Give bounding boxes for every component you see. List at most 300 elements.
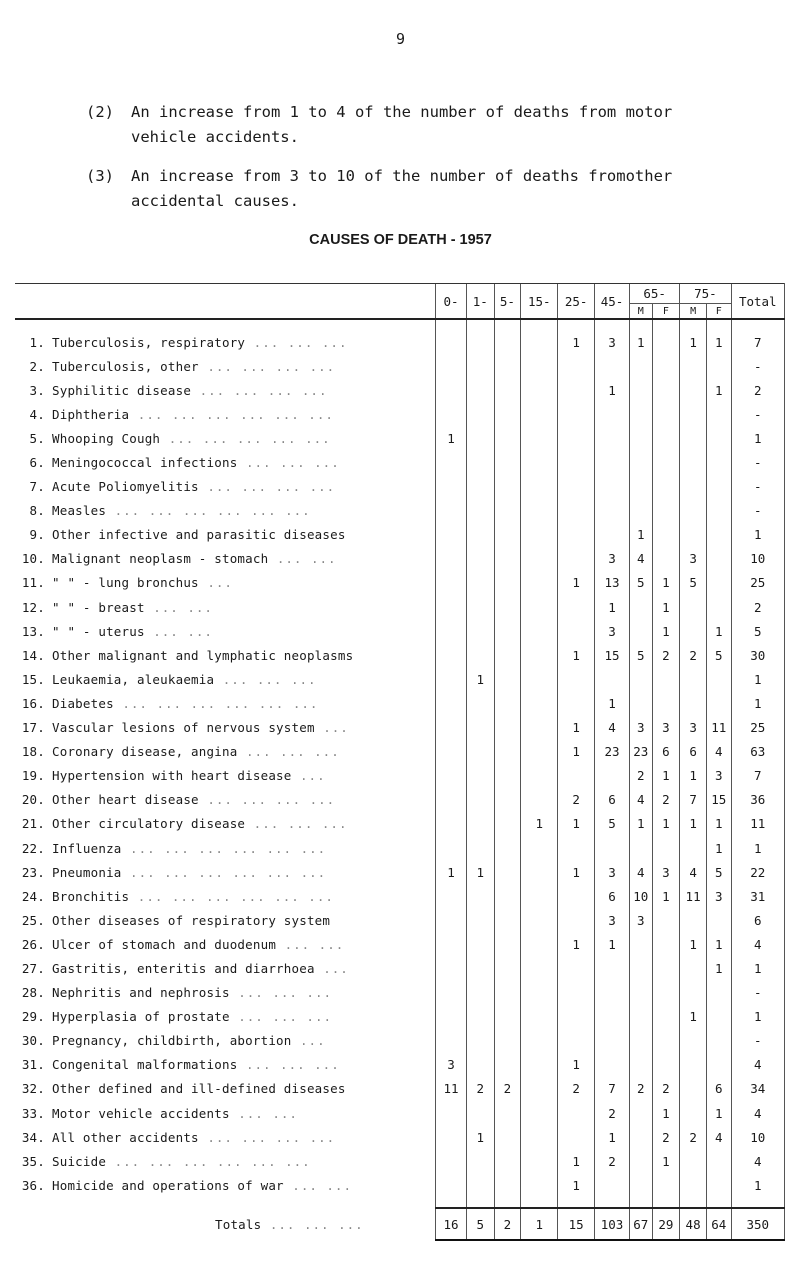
count-cell	[558, 836, 595, 860]
row-number: 6.	[29, 455, 45, 471]
header-age-5: 5-	[494, 284, 521, 320]
table-row	[15, 619, 785, 643]
table-row	[15, 475, 785, 499]
leader-dots: ... ...	[144, 623, 213, 639]
count-cell	[521, 1029, 558, 1053]
count-cell	[706, 1053, 731, 1077]
count-cell	[521, 860, 558, 884]
leader-dots: ... ... ...	[237, 744, 340, 760]
table-row	[15, 1029, 785, 1053]
count-cell	[466, 571, 494, 595]
count-cell	[494, 330, 521, 354]
row-number: 11.	[21, 575, 45, 591]
total-cell: 6	[731, 908, 784, 932]
cause-label: Meningococcal infections	[52, 455, 238, 471]
count-cell: 23	[629, 740, 652, 764]
count-cell	[436, 402, 467, 426]
total-cell: -	[731, 475, 784, 499]
count-cell	[521, 764, 558, 788]
count-cell: 4	[629, 547, 652, 571]
count-cell	[436, 595, 467, 619]
leader-dots: ... ... ... ... ... ...	[121, 840, 327, 856]
count-cell	[706, 667, 731, 691]
cause-cell	[15, 884, 436, 908]
table-row	[15, 1125, 785, 1149]
count-cell	[466, 378, 494, 402]
count-cell	[466, 932, 494, 956]
count-cell: 2	[652, 788, 680, 812]
count-cell	[521, 691, 558, 715]
leader-dots: ... ... ... ... ... ...	[113, 695, 319, 711]
count-cell	[629, 981, 652, 1005]
count-cell	[652, 450, 680, 474]
count-cell	[629, 402, 652, 426]
leader-dots: ... ...	[268, 551, 337, 567]
row-number: 29.	[21, 1009, 45, 1025]
leader-dots: ... ... ... ... ... ...	[121, 864, 327, 880]
count-cell	[558, 1125, 595, 1149]
table-body	[15, 319, 785, 1240]
count-cell: 1	[629, 812, 652, 836]
count-cell	[680, 402, 707, 426]
count-cell	[494, 499, 521, 523]
row-number: 24.	[21, 888, 45, 904]
count-cell	[436, 1173, 467, 1197]
total-cell: 2	[731, 378, 784, 402]
table-row	[15, 1173, 785, 1197]
spacer-cell	[652, 1197, 680, 1208]
count-cell: 3	[629, 716, 652, 740]
table-row	[15, 354, 785, 378]
count-cell	[521, 378, 558, 402]
count-cell: 4	[706, 740, 731, 764]
count-cell	[595, 667, 630, 691]
count-cell: 1	[680, 764, 707, 788]
leader-dots: ...	[198, 575, 233, 591]
count-cell	[521, 354, 558, 378]
count-cell	[436, 884, 467, 908]
cause-cell	[15, 1077, 436, 1101]
count-cell	[436, 547, 467, 571]
count-cell	[706, 523, 731, 547]
count-cell: 1	[558, 860, 595, 884]
count-cell	[436, 378, 467, 402]
count-cell: 3	[595, 860, 630, 884]
count-cell	[466, 402, 494, 426]
total-count-cell: 64	[706, 1208, 731, 1240]
cause-cell	[15, 956, 436, 980]
row-number: 14.	[21, 647, 45, 663]
count-cell: 2	[466, 1077, 494, 1101]
table-title: CAUSES OF DEATH - 1957	[309, 232, 492, 248]
count-cell: 3	[595, 547, 630, 571]
table-row	[15, 812, 785, 836]
count-cell: 2	[652, 643, 680, 667]
cause-label: Congenital malformations	[52, 1057, 238, 1073]
count-cell	[629, 1101, 652, 1125]
cause-label: Homicide and operations of war	[52, 1177, 284, 1193]
total-count-cell: 5	[466, 1208, 494, 1240]
count-cell	[521, 716, 558, 740]
count-cell	[595, 1173, 630, 1197]
count-cell	[521, 402, 558, 426]
count-cell: 4	[629, 788, 652, 812]
table-row	[15, 981, 785, 1005]
count-cell	[680, 956, 707, 980]
count-cell: 3	[595, 908, 630, 932]
count-cell	[521, 595, 558, 619]
count-cell	[436, 667, 467, 691]
count-cell: 5	[680, 571, 707, 595]
count-cell	[521, 1005, 558, 1029]
count-cell	[494, 450, 521, 474]
table-row	[15, 667, 785, 691]
count-cell: 1	[629, 523, 652, 547]
cause-cell	[15, 426, 436, 450]
count-cell	[494, 475, 521, 499]
row-number: 19.	[21, 768, 45, 784]
table-row	[15, 1053, 785, 1077]
count-cell: 11	[436, 1077, 467, 1101]
count-cell	[494, 643, 521, 667]
count-cell	[521, 330, 558, 354]
spacer-cell	[731, 1197, 784, 1208]
total-cell: -	[731, 402, 784, 426]
count-cell	[494, 619, 521, 643]
count-cell: 1	[652, 812, 680, 836]
count-cell	[494, 426, 521, 450]
count-cell: 1	[680, 932, 707, 956]
count-cell	[466, 595, 494, 619]
count-cell	[521, 956, 558, 980]
count-cell	[558, 956, 595, 980]
total-cell: 25	[731, 716, 784, 740]
total-cell: 1	[731, 667, 784, 691]
count-cell	[558, 354, 595, 378]
total-cell: -	[731, 981, 784, 1005]
count-cell	[466, 691, 494, 715]
count-cell: 1	[558, 1149, 595, 1173]
table-row	[15, 1077, 785, 1101]
count-cell: 11	[680, 884, 707, 908]
count-cell: 1	[706, 932, 731, 956]
count-cell	[466, 426, 494, 450]
row-number: 8.	[29, 503, 45, 519]
count-cell	[521, 450, 558, 474]
total-cell: 4	[731, 1101, 784, 1125]
leader-dots: ... ... ...	[245, 816, 348, 832]
count-cell: 23	[595, 740, 630, 764]
count-cell	[521, 1077, 558, 1101]
count-cell	[436, 812, 467, 836]
total-count-cell: 67	[629, 1208, 652, 1240]
leader-dots: ... ...	[283, 1177, 352, 1193]
row-number: 23.	[21, 864, 45, 880]
count-cell	[558, 1005, 595, 1029]
total-cell: 4	[731, 1053, 784, 1077]
count-cell	[629, 932, 652, 956]
cause-label: Bronchitis	[52, 888, 130, 904]
count-cell	[595, 1005, 630, 1029]
count-cell	[494, 956, 521, 980]
count-cell	[558, 667, 595, 691]
cause-label: Other infective and parasitic diseases	[52, 527, 346, 543]
count-cell	[680, 378, 707, 402]
count-cell	[595, 836, 630, 860]
count-cell: 1	[652, 764, 680, 788]
count-cell: 3	[436, 1053, 467, 1077]
header-75-female: F	[706, 304, 731, 320]
table-row	[15, 402, 785, 426]
count-cell	[521, 884, 558, 908]
count-cell	[558, 547, 595, 571]
causes-of-death-table	[15, 283, 785, 1241]
count-cell	[494, 402, 521, 426]
spacer-cell	[680, 1197, 707, 1208]
count-cell: 1	[436, 426, 467, 450]
table-header	[15, 284, 785, 320]
leader-dots: ... ... ... ... ...	[160, 430, 331, 446]
count-cell: 3	[629, 908, 652, 932]
count-cell	[652, 981, 680, 1005]
count-cell	[680, 354, 707, 378]
count-cell	[436, 1101, 467, 1125]
table-row	[15, 330, 785, 354]
count-cell: 6	[680, 740, 707, 764]
count-cell	[521, 475, 558, 499]
header-age-75: 75-	[680, 284, 731, 304]
cause-cell	[15, 402, 436, 426]
leader-dots: ... ... ... ...	[198, 358, 336, 374]
spacer-cell	[466, 1197, 494, 1208]
count-cell	[680, 1149, 707, 1173]
cause-label: Hypertension with heart disease	[52, 768, 292, 784]
count-cell	[652, 956, 680, 980]
count-cell: 1	[466, 667, 494, 691]
count-cell	[652, 402, 680, 426]
total-cell: 63	[731, 740, 784, 764]
count-cell	[494, 764, 521, 788]
count-cell: 1	[558, 716, 595, 740]
table-row	[15, 643, 785, 667]
cause-cell	[15, 1125, 436, 1149]
spacer-cell	[494, 1197, 521, 1208]
count-cell	[494, 884, 521, 908]
count-cell	[652, 1005, 680, 1029]
count-cell	[521, 1149, 558, 1173]
count-cell	[652, 547, 680, 571]
count-cell	[652, 667, 680, 691]
count-cell	[466, 764, 494, 788]
row-number: 18.	[21, 744, 45, 760]
table-row	[15, 908, 785, 932]
count-cell: 6	[595, 884, 630, 908]
cause-cell	[15, 764, 436, 788]
count-cell	[436, 981, 467, 1005]
count-cell	[521, 667, 558, 691]
count-cell	[466, 740, 494, 764]
leader-dots: ...	[314, 720, 349, 736]
header-age-65: 65-	[629, 284, 679, 304]
count-cell	[629, 956, 652, 980]
cause-label: Vascular lesions of nervous system	[52, 720, 315, 736]
count-cell	[680, 981, 707, 1005]
cause-label: Measles	[52, 503, 107, 519]
table-row	[15, 1149, 785, 1173]
count-cell	[629, 1149, 652, 1173]
count-cell	[436, 1005, 467, 1029]
count-cell	[706, 981, 731, 1005]
count-cell	[521, 426, 558, 450]
count-cell	[436, 619, 467, 643]
row-number: 15.	[21, 671, 45, 687]
table-row	[15, 956, 785, 980]
count-cell	[521, 1101, 558, 1125]
table-row	[15, 1101, 785, 1125]
count-cell	[436, 956, 467, 980]
cause-cell	[15, 788, 436, 812]
count-cell: 1	[595, 378, 630, 402]
count-cell	[494, 1053, 521, 1077]
table-row	[15, 836, 785, 860]
count-cell: 1	[436, 860, 467, 884]
count-cell	[494, 836, 521, 860]
leader-dots: ... ... ...	[229, 985, 333, 1001]
total-count-cell: 2	[494, 1208, 521, 1240]
count-cell: 1	[706, 330, 731, 354]
cause-label: Diabetes	[52, 695, 114, 711]
count-cell: 6	[595, 788, 630, 812]
cause-label: Malignant neoplasm - stomach	[52, 551, 269, 567]
count-cell	[436, 643, 467, 667]
count-cell	[558, 764, 595, 788]
count-cell	[466, 716, 494, 740]
count-cell	[680, 426, 707, 450]
leader-dots: ...	[314, 960, 349, 976]
cause-cell	[15, 354, 436, 378]
leader-dots: ... ... ... ...	[198, 479, 336, 495]
count-cell	[436, 836, 467, 860]
count-cell	[436, 908, 467, 932]
count-cell: 3	[652, 716, 680, 740]
paragraph-text: An increase from 1 to 4 of the number of deaths from motor vehicle accidents.	[131, 103, 673, 146]
count-cell	[494, 691, 521, 715]
cause-label: Other circulatory disease	[52, 816, 246, 832]
total-cell: 30	[731, 643, 784, 667]
total-cell: 1	[731, 426, 784, 450]
count-cell: 1	[558, 330, 595, 354]
count-cell	[595, 1053, 630, 1077]
spacer-cell	[629, 1197, 652, 1208]
count-cell	[521, 1053, 558, 1077]
count-cell	[680, 691, 707, 715]
count-cell	[436, 523, 467, 547]
count-cell: 1	[466, 860, 494, 884]
count-cell	[466, 643, 494, 667]
count-cell	[466, 450, 494, 474]
total-count-cell: 29	[652, 1208, 680, 1240]
total-cell: 2	[731, 595, 784, 619]
cause-label: " " - uterus	[52, 623, 145, 639]
row-number: 30.	[21, 1033, 45, 1049]
count-cell	[521, 547, 558, 571]
count-cell: 4	[680, 860, 707, 884]
count-cell	[466, 836, 494, 860]
count-cell	[629, 836, 652, 860]
count-cell	[436, 330, 467, 354]
total-cell: 1	[731, 1005, 784, 1029]
count-cell	[466, 1173, 494, 1197]
count-cell	[595, 981, 630, 1005]
count-cell	[595, 354, 630, 378]
row-number: 33.	[21, 1105, 45, 1121]
count-cell: 10	[629, 884, 652, 908]
cause-cell	[15, 740, 436, 764]
count-cell	[706, 402, 731, 426]
total-cell: 1	[731, 523, 784, 547]
count-cell	[558, 619, 595, 643]
count-cell: 1	[595, 932, 630, 956]
count-cell	[706, 475, 731, 499]
header-age-25: 25-	[558, 284, 595, 320]
count-cell	[466, 619, 494, 643]
count-cell	[652, 426, 680, 450]
paragraph-other-accidents	[86, 164, 746, 214]
count-cell: 1	[652, 1101, 680, 1125]
total-cell: -	[731, 450, 784, 474]
header-65-male: M	[629, 304, 652, 320]
count-cell	[436, 1149, 467, 1173]
leader-dots: ... ... ...	[229, 1009, 333, 1025]
cause-cell	[15, 716, 436, 740]
total-cell: 22	[731, 860, 784, 884]
count-cell	[706, 1173, 731, 1197]
cause-cell	[15, 1053, 436, 1077]
count-cell: 1	[652, 571, 680, 595]
count-cell	[466, 547, 494, 571]
count-cell	[706, 450, 731, 474]
count-cell	[558, 884, 595, 908]
count-cell	[558, 908, 595, 932]
leader-dots: ...	[291, 768, 326, 784]
header-65-female: F	[652, 304, 680, 320]
count-cell	[494, 981, 521, 1005]
header-age-0: 0-	[436, 284, 467, 320]
cause-cell	[15, 932, 436, 956]
count-cell: 2	[652, 1077, 680, 1101]
total-cell: 31	[731, 884, 784, 908]
count-cell	[680, 523, 707, 547]
header-total: Total	[731, 284, 784, 320]
count-cell: 3	[706, 764, 731, 788]
leader-dots: ... ... ...	[237, 455, 340, 471]
count-cell	[466, 788, 494, 812]
table-row	[15, 523, 785, 547]
cause-cell	[15, 812, 436, 836]
count-cell	[521, 1173, 558, 1197]
cause-cell	[15, 1149, 436, 1173]
count-cell	[466, 981, 494, 1005]
row-number: 1.	[29, 334, 45, 350]
count-cell	[558, 1029, 595, 1053]
table-row	[15, 426, 785, 450]
count-cell	[494, 932, 521, 956]
count-cell: 1	[652, 619, 680, 643]
spacer-row	[15, 319, 785, 330]
count-cell: 1	[558, 740, 595, 764]
count-cell	[595, 499, 630, 523]
count-cell	[629, 450, 652, 474]
